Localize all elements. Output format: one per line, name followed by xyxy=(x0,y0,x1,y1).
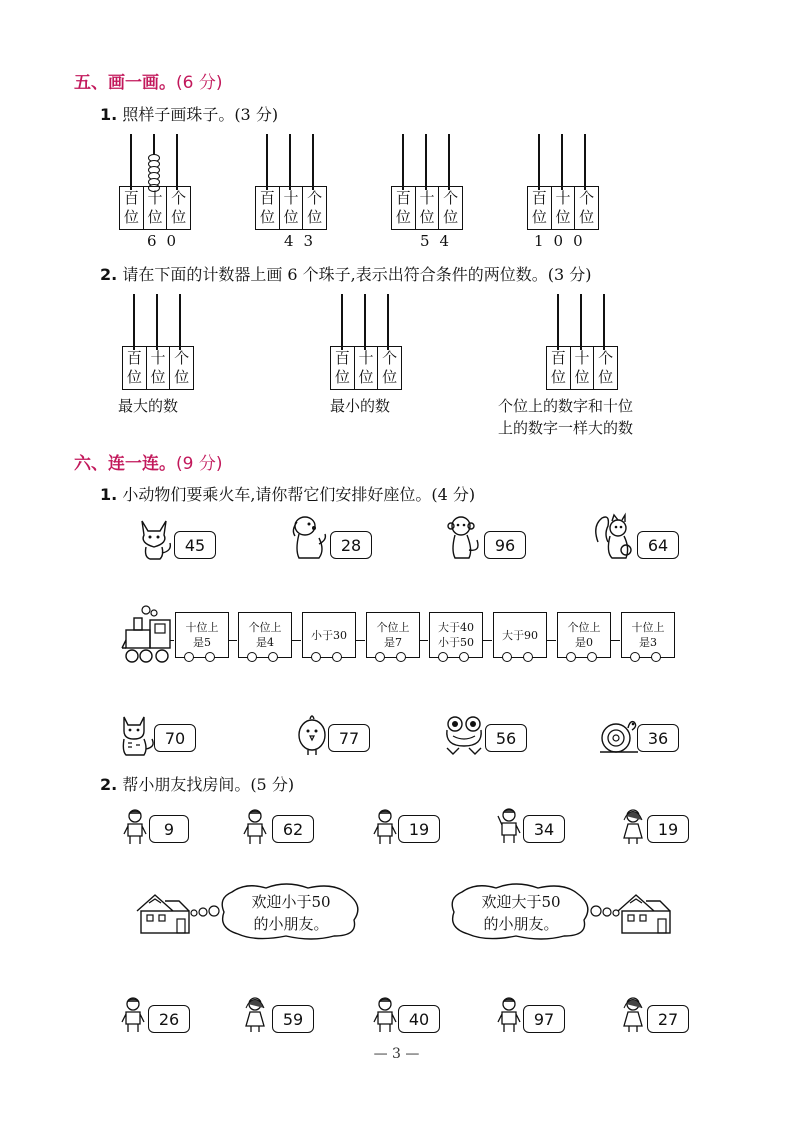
s6-q2-number: 2. xyxy=(100,775,118,794)
s6-q2-text: 帮小朋友找房间。(5 分) xyxy=(122,775,295,794)
abacus-number-60: 60 xyxy=(147,232,187,250)
kid-number-4[interactable]: 34 xyxy=(523,815,565,843)
abacus-same-digits[interactable]: 百 位 十 位 个 位 xyxy=(546,294,618,394)
s5-q1-title xyxy=(100,102,278,125)
s6-q1-text: 小动物们要乘火车,请你帮它们安排好座位。(4 分) xyxy=(122,485,476,504)
section-5-points: (6 分) xyxy=(176,73,223,93)
section-6-title xyxy=(74,449,222,474)
kid-icon xyxy=(372,996,398,1034)
abacus-blank-43[interactable]: 百 位 十 位 个 位 xyxy=(255,134,327,234)
kid-icon xyxy=(496,996,522,1034)
bubble-left-line1: 欢迎小于50 xyxy=(251,893,331,911)
kid-icon xyxy=(242,808,268,846)
dog-icon xyxy=(289,514,329,562)
s6-q1-number: 1. xyxy=(100,485,118,504)
kid-number-1[interactable]: 9 xyxy=(149,815,189,843)
bubble-left-text xyxy=(226,890,356,936)
caption-smallest: 最小的数 xyxy=(330,397,391,415)
abacus-number-100: 100 xyxy=(534,232,593,250)
abacus-sample-60: 百 位 十 位 个 位 xyxy=(119,134,191,234)
kid-icon xyxy=(122,808,148,846)
girl-icon xyxy=(620,996,646,1034)
girl-icon xyxy=(620,808,646,846)
abacus-smallest[interactable]: 百 位 十 位 个 位 xyxy=(330,294,402,394)
s5-q2-text: 请在下面的计数器上画 6 个珠子,表示出符合条件的两位数。(3 分) xyxy=(122,265,592,284)
caption-same-digits-line1: 个位上的数字和十位 xyxy=(498,397,634,415)
monkey-icon xyxy=(443,514,483,562)
dog-number[interactable]: 28 xyxy=(330,531,372,559)
kid-number-9[interactable]: 97 xyxy=(523,1005,565,1033)
kid-icon xyxy=(120,996,146,1034)
train-car-5[interactable]: 大于40 小于50 xyxy=(429,612,483,658)
abacus-blank-100[interactable]: 百 位 十 位 个 位 xyxy=(527,134,599,234)
section-6-heading: 六、连一连。 xyxy=(74,454,176,474)
chick-number[interactable]: 77 xyxy=(328,724,370,752)
train-car-7[interactable]: 个位上 是0 xyxy=(557,612,611,658)
locomotive-icon xyxy=(120,604,174,666)
kid-number-6[interactable]: 26 xyxy=(148,1005,190,1033)
kid-icon xyxy=(372,808,398,846)
bubble-right-line1: 欢迎大于50 xyxy=(481,893,561,911)
abacus-largest[interactable]: 百 位 十 位 个 位 xyxy=(122,294,194,394)
frog-number[interactable]: 56 xyxy=(485,724,527,752)
snail-number[interactable]: 36 xyxy=(637,724,679,752)
train-car-1[interactable]: 十位上 是5 xyxy=(175,612,229,658)
train-car-4[interactable]: 个位上 是7 xyxy=(366,612,420,658)
bubble-right-line2: 的小朋友。 xyxy=(483,915,559,933)
s5-q2-number: 2. xyxy=(100,265,118,284)
chick-icon xyxy=(296,713,330,757)
fox-number[interactable]: 45 xyxy=(174,531,216,559)
kid-icon xyxy=(496,806,522,846)
section-5-title xyxy=(74,68,222,93)
abacus-number-54: 54 xyxy=(420,232,460,250)
kid-number-5[interactable]: 19 xyxy=(647,815,689,843)
s5-q1-text: 照样子画珠子。(3 分) xyxy=(122,105,279,124)
s5-q2-title xyxy=(100,262,592,285)
monkey-number[interactable]: 96 xyxy=(484,531,526,559)
train-car-8[interactable]: 十位上 是3 xyxy=(621,612,675,658)
s6-q2-title xyxy=(100,772,294,795)
squirrel-icon xyxy=(592,512,636,562)
frog-icon xyxy=(443,714,487,756)
section-6-points: (9 分) xyxy=(176,454,223,474)
kid-number-7[interactable]: 59 xyxy=(272,1005,314,1033)
kid-number-2[interactable]: 62 xyxy=(272,815,314,843)
caption-same-digits-line2: 上的数字一样大的数 xyxy=(498,419,634,437)
section-5-heading: 五、画一画。 xyxy=(74,73,176,93)
s6-q1-title xyxy=(100,482,475,505)
bubble-right-text xyxy=(456,890,586,936)
cat-number[interactable]: 70 xyxy=(154,724,196,752)
page-number: — 3 — xyxy=(373,1046,420,1062)
house-right-icon[interactable] xyxy=(616,893,672,935)
abacus-blank-54[interactable]: 百 位 十 位 个 位 xyxy=(391,134,463,234)
kid-number-10[interactable]: 27 xyxy=(647,1005,689,1033)
abacus-number-43: 43 xyxy=(284,232,324,250)
train-car-2[interactable]: 个位上 是4 xyxy=(238,612,292,658)
kid-number-3[interactable]: 19 xyxy=(398,815,440,843)
caption-same-digits xyxy=(498,395,633,439)
train-car-6[interactable]: 大于90 xyxy=(493,612,547,658)
squirrel-number[interactable]: 64 xyxy=(637,531,679,559)
caption-largest: 最大的数 xyxy=(118,397,179,415)
girl-icon xyxy=(242,996,268,1034)
train-car-3[interactable]: 小于30 xyxy=(302,612,356,658)
bubble-left-line2: 的小朋友。 xyxy=(253,915,329,933)
kid-number-8[interactable]: 40 xyxy=(398,1005,440,1033)
cat-icon xyxy=(118,713,158,757)
snail-icon xyxy=(598,716,640,756)
fox-icon xyxy=(134,515,174,561)
s5-q1-number: 1. xyxy=(100,105,118,124)
house-left-icon[interactable] xyxy=(135,893,191,935)
